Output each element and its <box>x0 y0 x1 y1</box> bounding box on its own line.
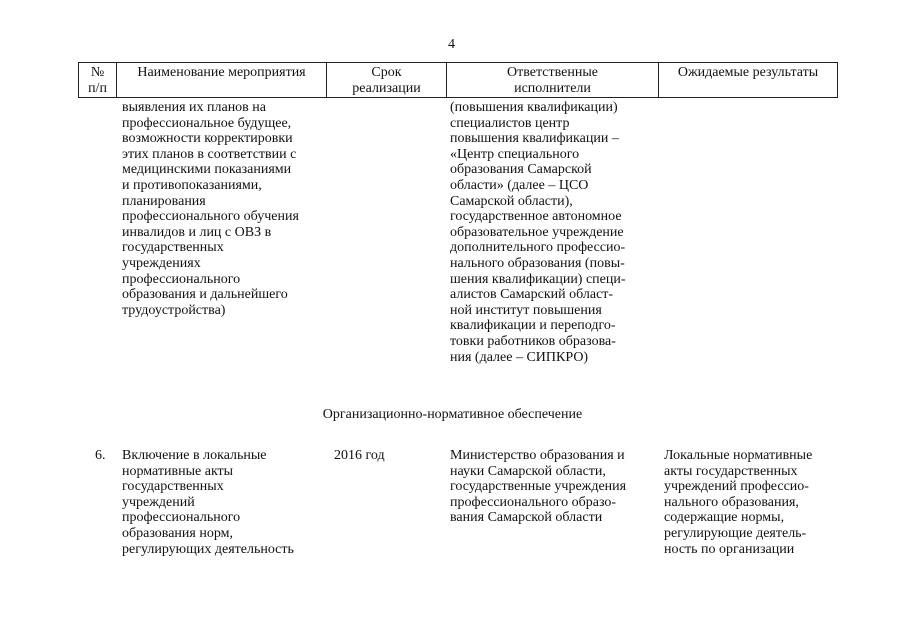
row-6-num: 6. <box>95 448 106 463</box>
row-6-name: Включение в локальные нормативные акты государственных учреждений профессионального образования норм, регулирующих деятельность <box>122 448 294 557</box>
row-6-responsible: Министерство образования и науки Самарской области, государственные учреждения профессионального образо- вания Самарской области <box>450 448 627 526</box>
header-responsible: Ответственные исполнители <box>446 63 658 97</box>
row-6-term: 2016 год <box>334 448 385 463</box>
table-header <box>78 62 838 98</box>
row-6-results: Локальные нормативные акты государственных учреждений профессио- нального образования, содержащие нормы, регулирующие деятель- ность по организации <box>664 448 813 557</box>
continued-row-responsible: (повышения квалификации) специалистов центр повышения квалификации – «Центр специального образования Самарской области» (далее – ЦСО Самарской области), государственное автономное образовательное учреждение дополнительного профессио- нального образования (повы- шения квалификации) специ- алистов Самарский област- ной институт повышения квалификации и переподго- товки работников образова- ния (далее – СИПКРО) <box>450 100 626 365</box>
page-number: 4 <box>448 37 455 52</box>
header-results: Ожидаемые результаты <box>658 63 838 97</box>
header-num: № п/п <box>78 63 116 97</box>
header-term: Срок реализации <box>326 63 446 97</box>
section-title: Организационно-нормативное обеспечение <box>322 407 583 422</box>
header-name: Наименование мероприятия <box>116 63 326 97</box>
continued-row-name: выявления их планов на профессиональное будущее, возможности корректировки этих планов в соответствии с медицинскими показаниями и противопоказаниями, планирования профессионального обучения инвалидов и лиц с ОВЗ в государственных учреждениях профессионального образования и дальнейшего трудоустройства) <box>122 100 299 318</box>
